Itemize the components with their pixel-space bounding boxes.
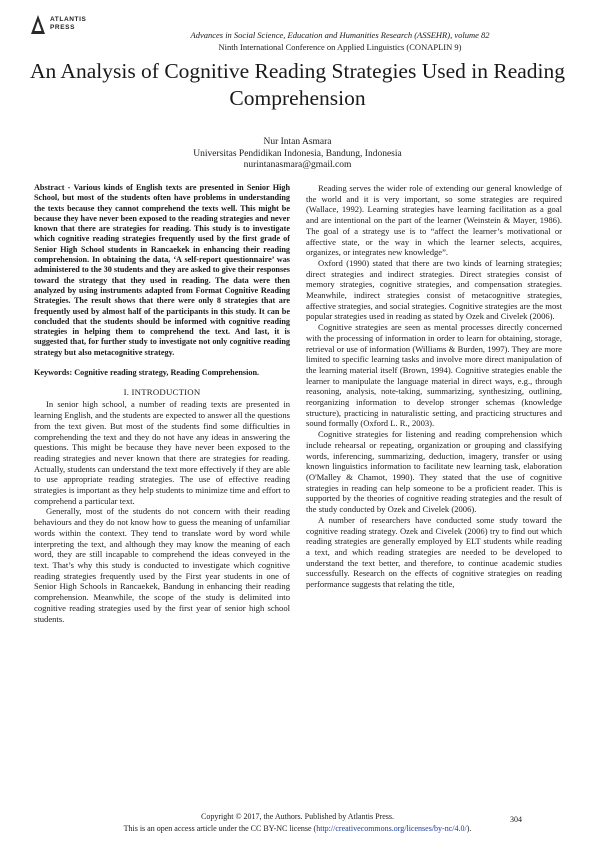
paragraph: A number of researchers have conducted some study toward the cognitive reading strategy. Ozek and Civelek (2006) try to find out which reading strategies are generally employed by ELT students while reading a text, and which reading strategies are needed to be developed to understand the text better, and therefore, to continue academic studies successfully. Research on the effects of cognitive strategies on reading performance suggests that relating the title,: [306, 514, 562, 590]
copyright-notice: Copyright © 2017, the Authors. Published by Atlantis Press.: [201, 812, 394, 821]
journal-name: Advances in Social Science, Education and Humanities Research (ASSEHR), volume 82: [190, 30, 490, 40]
logo-line1: ATLANTIS: [50, 16, 87, 23]
logo-line2: PRESS: [50, 24, 76, 31]
license-notice: [40, 824, 555, 833]
keywords: Keywords: Cognitive reading strategy, Reading Comprehension.: [34, 368, 260, 378]
atlantis-press-logo-icon: [30, 14, 46, 36]
abstract: Abstract - Various kinds of English texts are presented in Senior High School, but most of the students often have problems in understanding the texts because they cannot comprehend the texts well. This might be because they have never been exposed to the reading strategies and never known that there are strategies for reading. This study is to investigate which cognitive reading strategies frequently used by the first grade of Senior High School students in Rancaekek in enhancing their reading comprehension. In obtaining the data, ‘A self-report questionnaire’ was administered to the 30 students and they are asked to give their responses toward the strategy that they used in reading. The data were then analyzed by using instruments adapted from Format Cognitive Reading Strategies. The result shows that there were only 8 strategies that are frequently used by almost half of the participants in this study. It can be concluded that the students should be informed with cognitive reading strategies in helping them to comprehend the text. And last, it is suggested that, for further study to investigate not only cognitive reading strategy but also metacognitive strategy.: [34, 183, 290, 357]
paragraph: Generally, most of the students do not concern with their reading behaviours and they do not know how to guess the meaning of unfamiliar words within the context. They tend to translate word by word while interpreting the text, and although they may know the meaning of each word, they are still incapable to comprehend the ideas conveyed in the text. That’s why this study is conducted to investigate which cognitive reading strategies frequently used by the First year students in one of Senior High Schools in Rancaekek, Bandung in enhancing their reading comprehension. Meanwhile, the scope of the study is delimited into cognitive reading strategies used by the first year of senior high school students.: [34, 506, 290, 624]
conference-name: Ninth International Conference on Applied Linguistics (CONAPLIN 9): [218, 42, 462, 52]
author-name: Nur Intan Asmara: [263, 137, 332, 147]
left-column: [34, 183, 290, 624]
author-block: [80, 137, 515, 172]
author-email: nurintanasmara@gmail.com: [243, 160, 352, 170]
author-affiliation: Universitas Pendidikan Indonesia, Bandung, Indonesia: [193, 148, 402, 159]
paragraph: Cognitive strategies are seen as mental processes directly concerned with the processing of information in order to learn for obtaining, storage, retrieval or use of information (Williams & Burden, 1997). They are more limited to specific learning tasks and involve more direct manipulation of the learning material itself (Brown, 1994). Cognitive strategies enable the learner to manipulate the language material in direct ways, e.g., through reasoning, analysis, note-taking, summarizing, synthesizing, outlining, reorganizing information to develop stronger schemas (knowledge structure), practicing in naturalistic setting, and practicing structures and sound formally (Oxford L. R., 2003).: [306, 322, 562, 429]
publisher-logo: [30, 12, 110, 46]
paragraph: In senior high school, a number of reading texts are presented in learning English, and the students are expected to answer all the questions from the text given. But most of the students find some difficulties in comprehending the text and they do not have any ideas in answering the questions. This might be because they have never been exposed to the reading strategies and never known that there are strategies for reading. Actually, students can understand the text more effectively if they are able to use appropriate reading strategies. The use of effective reading strategies is important as they help students to minimize time and effort to comprehend a particular text.: [34, 399, 290, 506]
logo-text: [50, 16, 86, 32]
paragraph: Oxford (1990) stated that there are two kinds of learning strategies; direct strategies and indirect strategies. Direct strategies consist of memory strategies, cognitive strategies, and compensation strategies. Meanwhile, indirect strategies consist of metacognitive strategies, affective strategies, and social strategies. Cognitive strategies are the most popular strategies used in reading as stated by Ozek and Civelek (2006).: [306, 257, 562, 322]
section-heading-introduction: I. INTRODUCTION: [123, 386, 201, 397]
right-column: [306, 183, 562, 590]
license-link[interactable]: http://creativecommons.org/licenses/by-nc/4.0/: [316, 824, 467, 833]
paragraph: Cognitive strategies for listening and reading comprehension which include rehearsal or repeating, organization or grouping and classifying words, inferencing, summarizing, deduction, imagery, transfer or using known linguistics information to facilitate new learning task, elaboration (O'Malley & Chamot, 1990). They stated that the use of cognitive strategies in reading can help someone to be a proficient reader. This is supported by the theories of cognitive reading strategies and the result of the study conducted by Ozek and Civelek (2006).: [306, 429, 562, 515]
paper-title: An Analysis of Cognitive Reading Strategies Used in Reading Comprehension: [29, 59, 566, 110]
license-suffix: ).: [466, 824, 472, 833]
paragraph: Reading serves the wider role of extending our general knowledge of the world and it is very important, so some strategies are required (Wallace, 1992). Learning strategies have learning facilitation as a goal and are intentional on the part of the learner (Weinstein & Mayer, 1986). The goal of a strategy use is to “affect the learner’s motivational or affective state, or the way in which the learner selects, acquires, organizes, or integrates new knowledge”.: [306, 183, 562, 258]
license-prefix: This is an open access article under the CC BY-NC license (: [123, 824, 317, 833]
page-number: 304: [510, 815, 522, 824]
